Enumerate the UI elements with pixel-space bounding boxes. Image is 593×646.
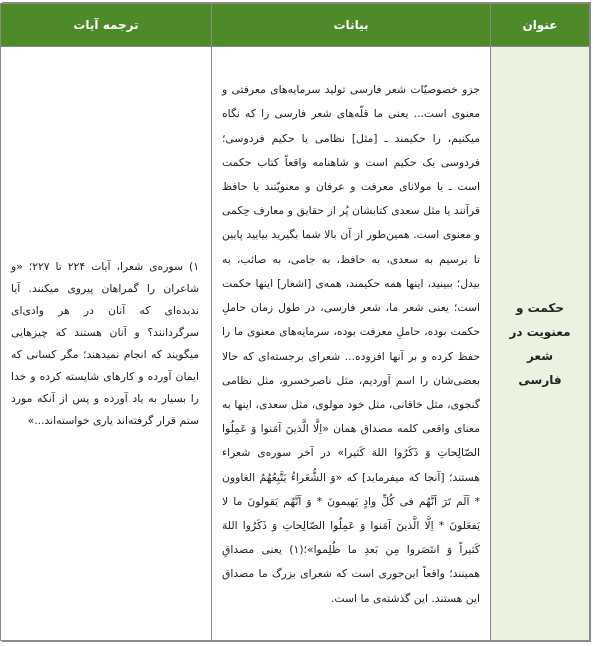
- header-title: عنوان: [491, 4, 590, 47]
- content-table-container: [2, 2, 591, 642]
- row-explanation-cell: جزو خصوصیّات شعر فارسی تولید سرمایه‌های معرفتی و معنوی است... یعنی ما قلّه‌های شعر فارسی را که نگاه میکنیم، را حکیمند ـ [مثل] نظامی یا حکیم فردوسی؛ فردوسی یک حکیم است و شاهنامه واقعاً کتاب حکمت است ـ یا مولانای معرفت و عرفان و معنویّتند یا حافظ قرآنند یا مثل سعدی کتابشان پُر از حقایق و معارف حِکمی و معنوی است. همین‌طور از آن بالا شما بگیرید بیایید پایین تا برسیم به سعدی، به حافظ، به جامی، به صائب، به بیدل؛ ببینید، اینها همه حکیمند، همه‌ی [اشعار] اینها حکمت است؛ یعنی شعر ما، شعر فارسی، در طول زمان حاملِ حکمت بوده، حاملِ معرفت بوده، سرمایه‌های معنوی ما را حفظ کرده و بر آنها افزوده... شعرای برجسته‌ای که حالا بعضی‌شان را اسم آوردیم، مثل ناصرخسرو، مثل نظامی گنجوی، مثل خاقانی، مثل خود مولوی، مثل سعدی، اینها به معنای واقعی کلمه مصداق همان «اِلَّا الَّذينَ آمَنوا وَ عَمِلُوا الصّالِحاتِ وَ ذَکَرُوا اللهَ کَثيرا» در آخر سوره‌ی شعراء هستند؛ [آنجا که میفرماید] که «وَ الشُّعَراءُ يَتَّبِعُهُمُ الغاوون * اَلَم تَرَ اَنَّهُم فی کُلِّ وادٍ يَهيمونَ * وَ اَنَّهُم يَقولونَ ما لا يَفعَلونَ * اِلَّا الَّذينَ آمَنوا وَ عَمِلُوا الصّالِحاتِ وَ ذَکَرُوا اللهَ کَثيراً وَ انتَصَروا مِن بَعدِ ما ظُلِموا»؛(۱) یعنی مصداقِ همینند؛ واقعاً این‌جوری است که شعرای بزرگ ما مصداق این هستند. این گذشته‌ی ما است.: [212, 47, 491, 641]
- table-header-row: [1, 4, 590, 47]
- row-translation-cell: ۱) سوره‌ی شعرا، آیات ۲۲۴ تا ۲۲۷؛ «و شاعران را گمراهان پیروی میکنند. آیا ندیده‌ای که آنان در هر وادی‌ای سرگردانند؟ و آنان هستند که چیزهایی میگویند که انجام نمیدهند؛ مگر کسانی که ایمان آورده و کارهای شایسته کرده و خدا را بسیار به یاد آورده و پس از آنکه مورد ستم قرار گرفته‌اند یاری خواسته‌اند...»: [1, 47, 212, 641]
- row-title-cell: حکمت و معنویت در شعر فارسی: [491, 47, 590, 641]
- header-explanation: بیانات: [212, 4, 491, 47]
- content-table: [0, 3, 590, 641]
- header-translation: ترجمه آیات: [1, 4, 212, 47]
- table-row: [1, 47, 590, 641]
